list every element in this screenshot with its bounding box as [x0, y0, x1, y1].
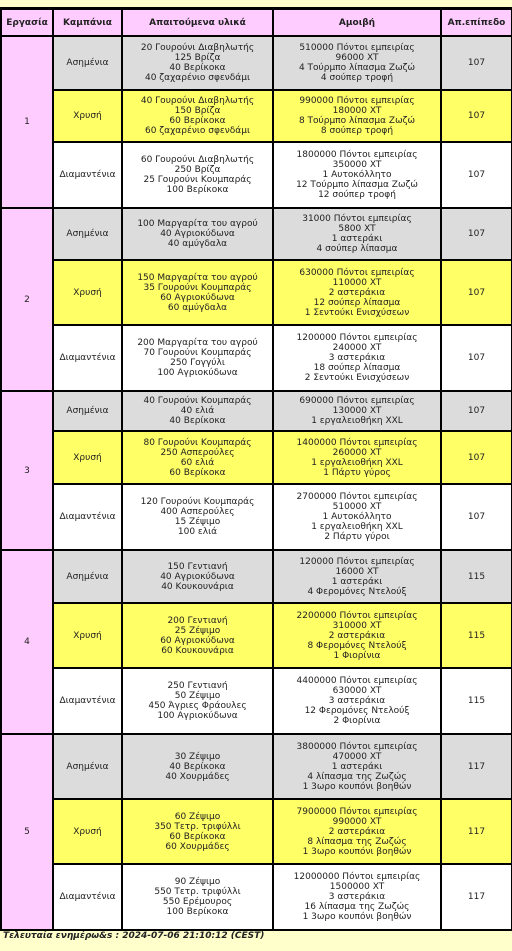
materials-line: 60 Ζέψιμο	[174, 811, 221, 822]
campaign-cell: Διαμαντένια	[53, 864, 122, 930]
materials-cell	[122, 484, 273, 550]
header-materials: Απαιτούμενα υλικά	[122, 9, 273, 36]
campaign-cell: Χρυσή	[53, 431, 122, 484]
rewards-line: 3 αστεράκια	[328, 353, 386, 363]
materials-line: 200 Μαργαρίτα του αγρού	[137, 338, 258, 348]
rewards-line: 260000 XT	[332, 447, 382, 458]
rewards-line: 4 λίπασμα της Ζωζώς	[307, 771, 407, 782]
materials-cell	[122, 208, 273, 260]
rewards-line: 2 αστεράκια	[328, 287, 386, 298]
campaign-cell: Ασημένια	[53, 36, 122, 90]
campaign-cell: Διαμαντένια	[53, 484, 122, 550]
materials-cell	[122, 142, 273, 208]
table-row	[1, 325, 512, 391]
materials-line: 60 Βερίκοκα	[169, 831, 226, 842]
task-number: 1	[1, 36, 53, 208]
rewards-line: 16 λίπασμα της Ζωζώς	[304, 902, 410, 912]
rewards-line: 8 Τούρμπο λίπασμα Ζωζώ	[298, 116, 416, 126]
materials-cell	[122, 550, 273, 603]
rewards-line: 240000 XT	[332, 343, 382, 353]
materials-line: 50 Ζέψιμο	[174, 691, 221, 701]
rewards-line: 1500000 XT	[329, 882, 385, 892]
materials-line: 150 Μαργαρίτα του αγρού	[137, 272, 258, 283]
rewards-line: 130000 XT	[332, 406, 382, 416]
rewards-cell	[273, 799, 441, 864]
level-cell: 107	[441, 325, 512, 391]
materials-line: 550 Ερέμουρος	[162, 897, 233, 907]
materials-line: 150 Γεντιανή	[167, 561, 228, 572]
rewards-line: 96000 XT	[335, 53, 379, 63]
rewards-line: 4 σούπερ λίπασμα	[316, 244, 398, 254]
table-row	[1, 864, 512, 930]
materials-cell	[122, 325, 273, 391]
table-row	[1, 603, 512, 668]
materials-line: 400 Ασπερούλες	[160, 507, 235, 517]
rewards-line: 310000 XT	[332, 620, 382, 631]
rewards-line: 5800 XT	[338, 224, 376, 234]
materials-line: 100 ελιά	[177, 527, 218, 537]
rewards-line: 2 Σεντούκι Ενισχύσεων	[304, 373, 410, 383]
rewards-cell	[273, 208, 441, 260]
campaign-cell: Ασημένια	[53, 734, 122, 799]
rewards-line: 4 Τούρμπο λίπασμα Ζωζώ	[298, 63, 416, 73]
rewards-line: 4 Φερομόνες Ντελούξ	[307, 586, 407, 597]
rewards-cell	[273, 260, 441, 325]
rewards-line: 12 Φερομόνες Ντελούξ	[304, 706, 410, 716]
rewards-line: 12 σούπερ λίπασμα	[313, 297, 401, 308]
task-number: 2	[1, 208, 53, 391]
rewards-line: 1 3ωρο κουπόνι βοηθών	[302, 912, 412, 922]
rewards-line: 630000 XT	[332, 686, 382, 696]
materials-line: 250 Ασπερούλες	[160, 447, 235, 458]
materials-line: 60 Χουρμάδες	[165, 841, 230, 852]
level-cell: 107	[441, 391, 512, 431]
rewards-cell	[273, 391, 441, 431]
materials-cell	[122, 668, 273, 734]
materials-line: 70 Γουρούνι Κουμπαράς	[143, 348, 252, 358]
last-updated: Τελευταία ενημέρω&s : 2024-07-06 21:10:12 (CEST)	[3, 931, 265, 941]
campaign-cell: Ασημένια	[53, 208, 122, 260]
rewards-line: 350000 XT	[332, 160, 382, 170]
rewards-line: 4 σούπερ τροφή	[320, 73, 394, 83]
rewards-line: 1400000 Πόντοι εμπειρίας	[296, 437, 418, 448]
rewards-line: 8 λίπασμα της Ζωζώς	[307, 836, 407, 847]
materials-line: 90 Ζέψιμο	[174, 877, 221, 887]
level-cell: 107	[441, 36, 512, 90]
table-row	[1, 260, 512, 325]
table-row	[1, 208, 512, 260]
materials-line: 15 Ζέψιμο	[174, 517, 221, 527]
materials-cell	[122, 260, 273, 325]
table-row	[1, 431, 512, 484]
level-cell: 117	[441, 734, 512, 799]
rewards-line: 1 3ωρο κουπόνι βοηθών	[302, 781, 412, 792]
materials-cell	[122, 391, 273, 431]
rewards-line: 1 3ωρο κουπόνι βοηθών	[302, 846, 412, 857]
materials-line: 40 ελιά	[180, 406, 215, 416]
rewards-line: 12 Τούρμπο λίπασμα Ζωζώ	[296, 180, 418, 190]
task-number: 3	[1, 391, 53, 550]
rewards-line: 2200000 Πόντοι εμπειρίας	[296, 610, 418, 621]
rewards-line: 4400000 Πόντοι εμπειρίας	[296, 676, 418, 686]
materials-line: 40 Βερίκοκα	[169, 761, 226, 772]
table-row	[1, 90, 512, 142]
materials-line: 35 Γουρούνι Κουμπαράς	[143, 282, 252, 293]
table-row	[1, 36, 512, 90]
materials-line: 450 Άγριες Φράουλες	[148, 701, 247, 711]
level-cell: 115	[441, 668, 512, 734]
level-cell: 107	[441, 260, 512, 325]
rewards-line: 7900000 Πόντοι εμπειρίας	[296, 806, 418, 817]
materials-line: 40 Αγριοκύδωνα	[160, 571, 235, 582]
materials-cell	[122, 603, 273, 668]
rewards-line: 12 σούπερ τροφή	[318, 190, 396, 200]
rewards-line: 16000 XT	[335, 566, 379, 577]
rewards-line: 1 αστεράκι	[331, 761, 383, 772]
table-row	[1, 550, 512, 603]
header-rewards: Αμοιβή	[273, 9, 441, 36]
rewards-cell	[273, 325, 441, 391]
table-body	[1, 36, 512, 930]
materials-line: 40 ζαχαρένιο σφενδάμι	[144, 73, 251, 83]
rewards-line: 31000 Πόντοι εμπειρίας	[302, 214, 412, 224]
rewards-line: 1 Φιορίνια	[333, 650, 381, 661]
materials-line: 60 Κουκουνάρια	[161, 645, 234, 656]
rewards-line: 3 αστεράκια	[328, 696, 386, 706]
rewards-line: 990000 Πόντοι εμπειρίας	[299, 96, 415, 106]
rewards-line: 12000000 Πόντοι εμπειρίας	[293, 872, 421, 882]
level-cell: 107	[441, 431, 512, 484]
materials-line: 250 Βρίζα	[174, 165, 221, 175]
header-level: Απ.επίπεδο	[441, 9, 512, 36]
materials-line: 60 ζαχαρένιο σφενδάμι	[144, 126, 251, 136]
rewards-line: 3 αστεράκια	[328, 892, 386, 902]
rewards-cell	[273, 431, 441, 484]
rewards-line: 1 εργαλειοθήκη XXL	[311, 457, 403, 468]
rewards-line: 8 σούπερ τροφή	[320, 126, 394, 136]
materials-line: 25 Ζέψιμο	[174, 625, 221, 636]
header-campaign: Καμπάνια	[53, 9, 122, 36]
rewards-cell	[273, 550, 441, 603]
rewards-line: 1 εργαλειοθήκη XXL	[311, 522, 403, 532]
table-row	[1, 734, 512, 799]
materials-line: 60 Βερίκοκα	[169, 467, 226, 478]
campaign-cell: Ασημένια	[53, 391, 122, 431]
level-cell: 107	[441, 484, 512, 550]
materials-line: 40 Βερίκοκα	[169, 416, 226, 426]
level-cell: 115	[441, 603, 512, 668]
table-row	[1, 142, 512, 208]
header-row	[1, 9, 512, 36]
materials-cell	[122, 734, 273, 799]
campaign-cell: Χρυσή	[53, 260, 122, 325]
level-cell: 107	[441, 142, 512, 208]
materials-line: 150 Βρίζα	[174, 106, 221, 116]
campaign-cell: Χρυσή	[53, 799, 122, 864]
rewards-cell	[273, 734, 441, 799]
rewards-line: 8 Φερομόνες Ντελούξ	[307, 640, 407, 651]
materials-line: 250 Γεντιανή	[167, 681, 228, 691]
materials-line: 120 Γουρούνι Κουμπαράς	[140, 497, 255, 507]
level-cell: 117	[441, 799, 512, 864]
rewards-line: 1 Αυτοκόλλητο	[322, 170, 392, 180]
campaign-cell: Χρυσή	[53, 90, 122, 142]
materials-line: 100 Αγριοκύδωνα	[157, 368, 238, 378]
materials-line: 40 Βερίκοκα	[169, 63, 226, 73]
materials-line: 200 Γεντιανή	[167, 615, 228, 626]
campaign-cell: Χρυσή	[53, 603, 122, 668]
materials-line: 550 Τετρ. τριφύλλι	[154, 887, 241, 897]
campaign-cell: Διαμαντένια	[53, 142, 122, 208]
tasks-table	[0, 7, 512, 931]
header-task: Εργασία	[1, 9, 53, 36]
campaign-cell: Διαμαντένια	[53, 668, 122, 734]
level-cell: 107	[441, 90, 512, 142]
table-row	[1, 668, 512, 734]
rewards-line: 690000 Πόντοι εμπειρίας	[299, 396, 415, 406]
rewards-line: 1 Αυτοκόλλητο	[322, 512, 392, 522]
materials-line: 40 Γουρούνι Κουμπαράς	[143, 396, 252, 406]
materials-line: 100 Μαργαρίτα του αγρού	[137, 219, 258, 229]
materials-line: 20 Γουρούνι Διαβηλωτής	[140, 43, 255, 53]
rewards-cell	[273, 864, 441, 930]
materials-line: 100 Αγριοκύδωνα	[157, 711, 238, 721]
task-number: 5	[1, 734, 53, 930]
materials-line: 30 Ζέψιμο	[174, 751, 221, 762]
table-row	[1, 391, 512, 431]
materials-cell	[122, 90, 273, 142]
materials-line: 40 Αγριοκύδωνα	[160, 229, 235, 239]
materials-line: 250 Γογγύλι	[170, 358, 225, 368]
rewards-line: 18 σούπερ λίπασμα	[313, 363, 401, 373]
rewards-cell	[273, 668, 441, 734]
materials-line: 60 Βερίκοκα	[169, 116, 226, 126]
level-cell: 117	[441, 864, 512, 930]
materials-line: 40 αμύγδαλα	[167, 239, 228, 249]
rewards-line: 510000 XT	[332, 502, 382, 512]
table-row	[1, 484, 512, 550]
table-row	[1, 799, 512, 864]
materials-line: 80 Γουρούνι Κουμπαράς	[143, 437, 252, 448]
rewards-line: 2700000 Πόντοι εμπειρίας	[296, 492, 418, 502]
materials-line: 25 Γουρούνι Κουμπαράς	[143, 175, 252, 185]
rewards-line: 1 αστεράκι	[331, 576, 383, 587]
materials-cell	[122, 799, 273, 864]
rewards-line: 1 Πάρτυ γύρος	[323, 467, 391, 478]
rewards-line: 1 εργαλειοθήκη XXL	[311, 416, 403, 426]
rewards-cell	[273, 90, 441, 142]
rewards-line: 3800000 Πόντοι εμπειρίας	[296, 741, 418, 752]
rewards-line: 470000 XT	[332, 751, 382, 762]
rewards-cell	[273, 603, 441, 668]
materials-line: 60 Αγριοκύδωνα	[160, 292, 235, 303]
campaign-cell: Διαμαντένια	[53, 325, 122, 391]
rewards-cell	[273, 142, 441, 208]
rewards-line: 1200000 Πόντοι εμπειρίας	[296, 333, 418, 343]
rewards-line: 990000 XT	[332, 816, 382, 827]
rewards-line: 1 Σεντούκι Ενισχύσεων	[304, 307, 410, 318]
materials-line: 60 ελιά	[180, 457, 215, 468]
materials-cell	[122, 431, 273, 484]
rewards-line: 2 αστεράκια	[328, 630, 386, 641]
materials-line: 60 Γουρούνι Διαβηλωτής	[140, 155, 255, 165]
materials-line: 40 Χουρμάδες	[165, 771, 230, 782]
rewards-line: 110000 XT	[332, 277, 382, 288]
rewards-cell	[273, 484, 441, 550]
materials-line: 350 Τετρ. τριφύλλι	[154, 821, 241, 832]
materials-line: 125 Βρίζα	[174, 53, 221, 63]
rewards-line: 180000 XT	[332, 106, 382, 116]
materials-line: 40 Κουκουνάρια	[161, 581, 234, 592]
materials-cell	[122, 864, 273, 930]
rewards-line: 2 Φιορίνια	[333, 716, 381, 726]
campaign-cell: Ασημένια	[53, 550, 122, 603]
materials-line: 60 Αγριοκύδωνα	[160, 635, 235, 646]
materials-line: 100 Βερίκοκα	[166, 907, 229, 917]
rewards-line: 120000 Πόντοι εμπειρίας	[299, 556, 415, 567]
materials-cell	[122, 36, 273, 90]
rewards-line: 2 αστεράκια	[328, 826, 386, 837]
materials-line: 60 αμύγδαλα	[167, 302, 228, 313]
level-cell: 115	[441, 550, 512, 603]
level-cell: 107	[441, 208, 512, 260]
rewards-line: 630000 Πόντοι εμπειρίας	[299, 267, 415, 278]
materials-line: 40 Γουρούνι Διαβηλωτής	[140, 96, 255, 106]
rewards-line: 2 Πάρτυ γύροι	[324, 532, 390, 542]
rewards-line: 1 αστεράκι	[331, 234, 383, 244]
materials-line: 100 Βερίκοκα	[166, 185, 229, 195]
rewards-line: 1800000 Πόντοι εμπειρίας	[296, 150, 418, 160]
rewards-line: 510000 Πόντοι εμπειρίας	[299, 43, 415, 53]
task-number: 4	[1, 550, 53, 734]
rewards-cell	[273, 36, 441, 90]
